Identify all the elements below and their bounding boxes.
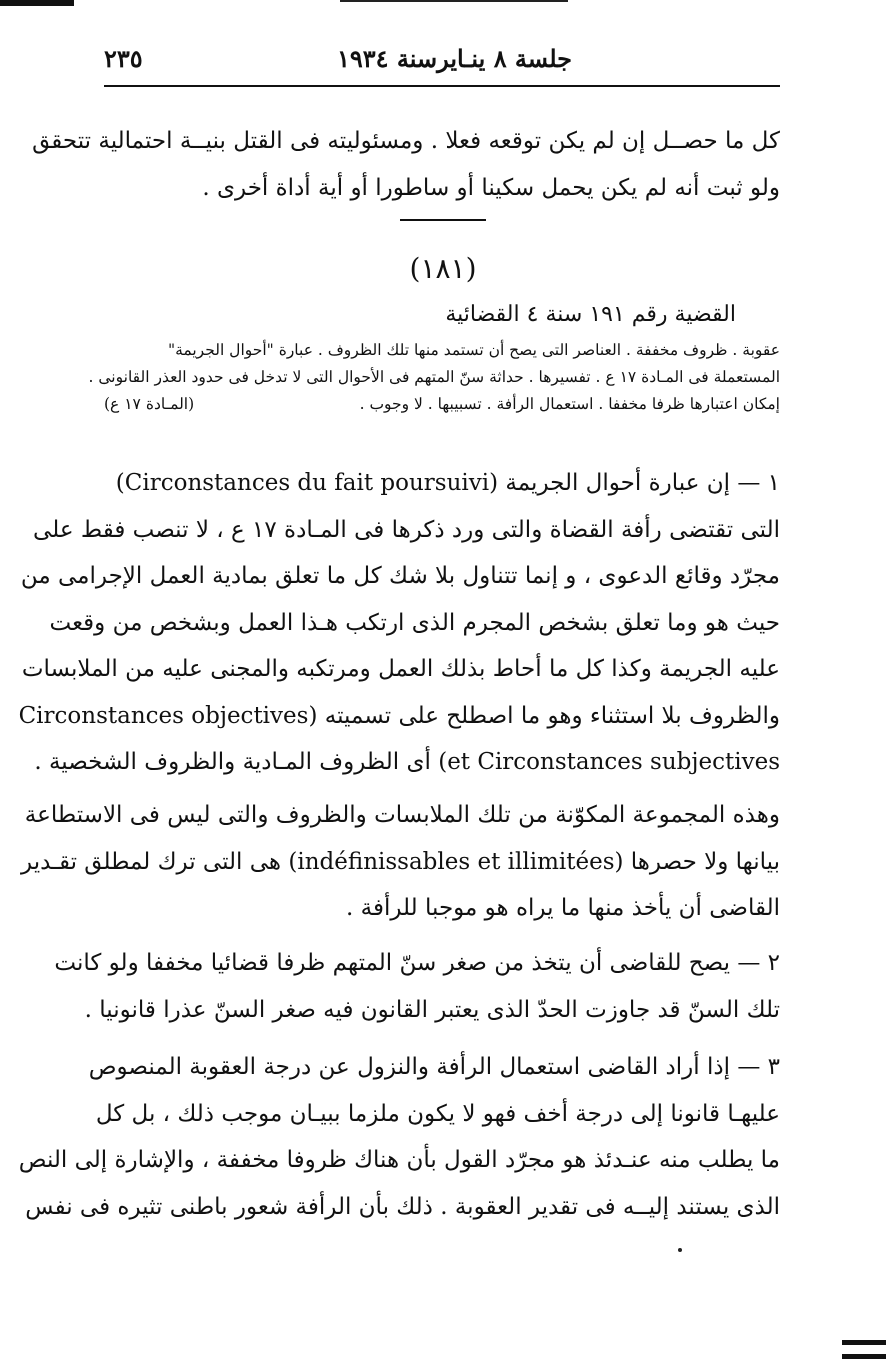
- text-line: ولو ثبت أنه لم يكن يحمل سكينا أو ساطورا أو أية أداة أخرى .: [202, 174, 780, 201]
- scan-edge-mark: [842, 1354, 886, 1359]
- scan-edge-mark: [842, 1340, 886, 1345]
- case-number: (١٨١): [409, 252, 477, 285]
- text-line: [54, 940, 780, 987]
- text-line: et Circonstances subjectives) أى الظروف المـادية والظروف الشخصية .: [34, 749, 780, 775]
- paragraph-number: ٢ —: [737, 950, 780, 976]
- page-header: [104, 40, 782, 80]
- scan-edge-line: [340, 0, 568, 2]
- text-line: التى تقتضى رأفة القضاة والتى ورد ذكرها فى المـادة ١٧ ع ، لا تنصب فقط على: [33, 516, 780, 543]
- intro-paragraph: [32, 118, 780, 211]
- summary-line-last: [104, 391, 780, 418]
- paragraph-number: ١ —: [737, 470, 780, 496]
- text-line: تلك السنّ قد جاوزت الحدّ الذى يعتبر القانون فيه صغر السنّ عذرا قانونيا .: [84, 996, 780, 1023]
- holding-paragraph-2: [54, 940, 780, 1033]
- text-line-content: يصح للقاضى أن يتخذ من صغر سنّ المتهم ظرفا قضائيا مخففا ولو كانت: [54, 950, 731, 976]
- summary-text: إمكان اعتبارها ظرفا مخففا . استعمال الرأفة . تسبيبها . لا وجوب .: [359, 395, 780, 413]
- text-line: عليه الجريمة وكذا كل ما أحاط بذلك العمل ومرتكبه والمجنى عليه من الملابسات: [21, 656, 780, 682]
- text-line: ما يطلب منه عنـدئذ هو مجرّد القول بأن هناك ظروفا مخففة ، والإشارة إلى النص: [18, 1147, 780, 1173]
- page-number: ٢٣٥: [104, 44, 143, 73]
- summary-line: المستعملة فى المـادة ١٧ ع . تفسيرها . حداثة سنّ المتهم فى الأحوال التى لا تدخل فى حدود العذر القانونى .: [88, 368, 780, 386]
- text-line: [104, 460, 780, 507]
- case-reference: القضية رقم ١٩١ سنة ٤ القضائية: [445, 302, 736, 327]
- text-line: بيانها ولا حصرها (indéfinissables et illimitées) هى التى ترك لمطلق تقـدير: [21, 848, 780, 875]
- summary-line: عقوبة . ظروف مخففة . العناصر التى يصح أن تستمد منها تلك الظروف . عبارة "أحوال الجريمة": [167, 341, 780, 359]
- holding-paragraph-1-continued: [21, 792, 780, 932]
- text-line: الذى يستند إليــه فى تقدير العقوبة . ذلك بأن الرأفة شعور باطنى تثيره فى نفس: [25, 1193, 780, 1220]
- text-line: والظروف بلا استثناء وهو ما اصطلح على تسميته (Circonstances objectives: [18, 702, 780, 729]
- scan-edge-mark: [0, 0, 74, 6]
- text-line: [88, 1044, 780, 1091]
- text-line-content: إن عبارة أحوال الجريمة (Circonstances du fait poursuivi): [115, 470, 731, 496]
- holding-paragraph-1: [18, 460, 780, 786]
- speck-mark: [678, 1248, 682, 1252]
- text-line-content: إذا أراد القاضى استعمال الرأفة والنزول عن درجة العقوبة المنصوص: [88, 1054, 731, 1080]
- text-line: كل ما حصــل إن لم يكن توقعه فعلا . ومسئوليته فى القتل بنيــة احتمالية تتحقق: [32, 128, 780, 154]
- text-line: حيث هو وما تعلق بشخص المجرم الذى ارتكب هـذا العمل وبشخص من وقعت: [49, 609, 780, 636]
- running-head: جلسة ٨ ينـايرسنة ١٩٣٤: [337, 44, 572, 73]
- text-line: مجرّد وقائع الدعوى ، و إنما تتناول بلا شك كل ما تعلق بمادية العمل الإجرامى من: [20, 563, 780, 589]
- paragraph-number: ٣ —: [737, 1054, 780, 1080]
- text-line: عليهـا قانونا إلى درجة أخف فهو لا يكون ملزما ببيـان موجب ذلك ، بل كل: [95, 1100, 780, 1127]
- header-rule: [104, 85, 780, 87]
- case-summary: [88, 337, 780, 418]
- text-line: القاضى أن يأخذ منها ما يراه هو موجبا للرأفة .: [346, 895, 780, 921]
- holding-paragraph-3: [18, 1044, 780, 1230]
- text-line: وهذه المجموعة المكوّنة من تلك الملابسات والظروف والتى ليس فى الاستطاعة: [24, 802, 780, 828]
- section-divider: [400, 219, 486, 221]
- article-reference: (المـادة ١٧ ع): [104, 395, 195, 413]
